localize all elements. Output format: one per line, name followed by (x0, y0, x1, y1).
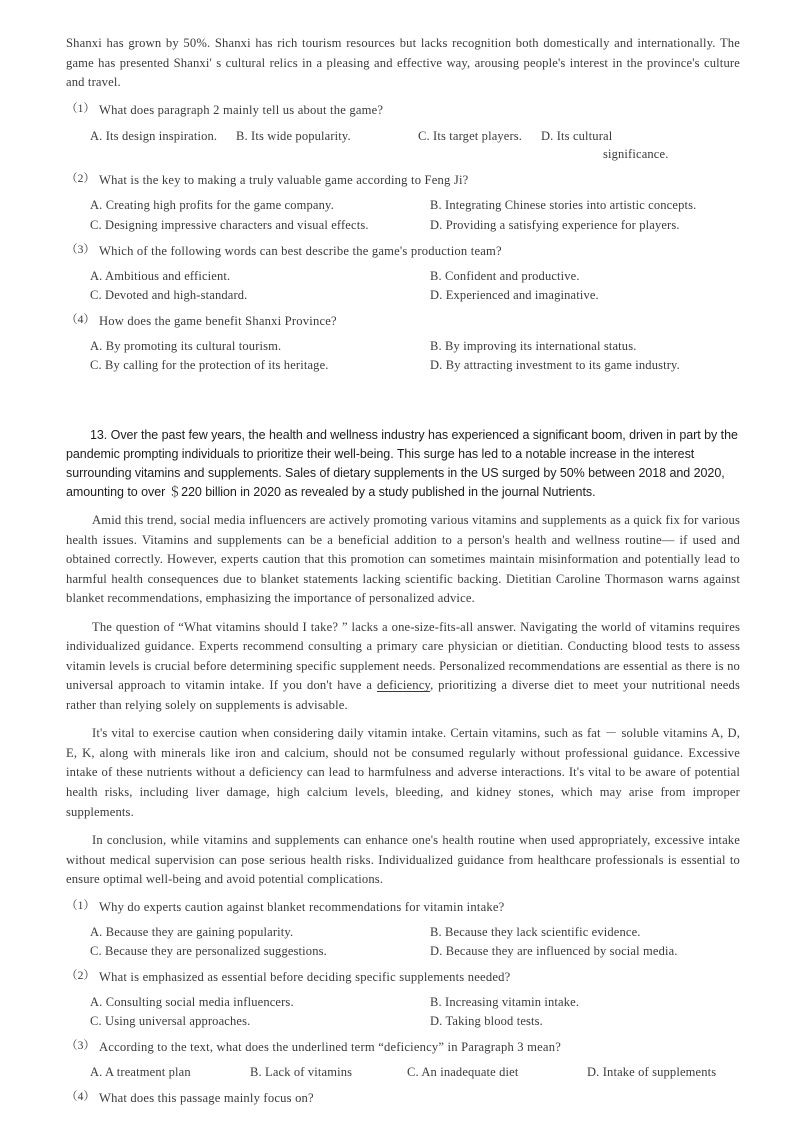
question-text: What is the key to making a truly valuable game according to Feng Ji? (99, 172, 469, 187)
question-line (66, 899, 740, 916)
paragraph-text-before: The question of “What vitamins should I take? ” lacks a one-size-fits-all answer. Navigating the world of vitamins requires individualized guidance. Experts recommend consulting a primary care physician or dietitian. Conducting blood tests to assess vitamin levels is crucial before determining specific supplement needs. Personalized recommendations are essential as there is no universal approach to vitamin intake. If you don't have a (66, 619, 740, 693)
article-paragraph-3-wrap (66, 724, 740, 822)
options-grid (66, 196, 740, 234)
option-d[interactable] (541, 127, 669, 163)
question-block-1-4 (66, 313, 740, 374)
options-row (66, 127, 740, 163)
question-text: What does this passage mainly focus on? (99, 1091, 314, 1106)
option-c[interactable]: C. Designing impressive characters and visual effects. (90, 217, 369, 232)
question-text: According to the text, what does the underlined term “deficiency” in Paragraph 3 mean? (99, 1040, 562, 1055)
question-number: （3） (66, 242, 95, 256)
question-text: Why do experts caution against blanket recommendations for vitamin intake? (99, 899, 505, 914)
question-number: （3） (66, 1039, 95, 1053)
question-number: （4） (66, 1090, 95, 1104)
option-a[interactable]: A. Consulting social media influencers. (90, 994, 294, 1009)
question-line (66, 172, 740, 189)
option-b[interactable]: B. By improving its international status. (430, 339, 637, 354)
option-b[interactable]: B. Lack of vitamins (250, 1065, 353, 1080)
option-d[interactable]: D. Providing a satisfying experience for players. (430, 217, 680, 232)
option-a[interactable]: A. A treatment plan (90, 1065, 191, 1080)
underlined-term-deficiency: deficiency (376, 678, 431, 693)
option-a[interactable]: A. Ambitious and efficient. (90, 268, 231, 283)
article-paragraph-4-wrap (66, 831, 740, 890)
option-d-line2: significance. (603, 146, 669, 161)
option-b[interactable]: B. Confident and productive. (430, 268, 580, 283)
article-paragraph-2-wrap (66, 618, 740, 716)
option-b[interactable]: B. Because they lack scientific evidence. (430, 924, 641, 939)
options-grid (66, 993, 740, 1030)
option-c[interactable]: C. Using universal approaches. (90, 1013, 251, 1028)
options-grid (66, 267, 740, 304)
option-c[interactable]: C. An inadequate diet (407, 1065, 519, 1080)
options-grid (66, 923, 740, 960)
question-block-2-3 (66, 1039, 740, 1081)
question-block-2-4 (66, 1090, 740, 1107)
section-spacer (66, 374, 740, 426)
question-number: （1） (66, 101, 95, 115)
passage-1-text: Shanxi has grown by 50%. Shanxi has rich tourism resources but lacks recognition both domestically and internationally. The game has presented Shanxi' s cultural relics in a pleasing and effective way, arousing people's interest in the province's culture and travel. (66, 36, 740, 90)
article-paragraph-3: It's vital to exercise caution when considering daily vitamin intake. Certain vitamins, such as fat － soluble vitamins A, D, E, K, along with minerals like iron and calcium, should not be consumed regularly without professional guidance. Excessive intake of these nutrients without a deficiency can lead to harmfulness and adverse interactions. It's vital to be aware of potential health risks, including liver damage, high calcium levels, bleeding, and kidney stones, which may arise from improper supplements. (66, 726, 740, 819)
article-paragraph-1: Amid this trend, social media influencers are actively promoting various vitamins and supplements as a quick fix for various health issues. Vitamins and supplements can be a beneficial addition to a person's health and wellness routine— if used and obtained correctly. However, experts caution that this promotion can sometimes maintain misinformation and potentially lead to harmful health consequences due to blanket statements lacking scientific backing. Dietitian Caroline Thormason warns against blanket recommendations, emphasizing the importance of personalized advice. (66, 513, 740, 606)
question-line (66, 243, 740, 260)
question-block-2-1 (66, 899, 740, 960)
option-d[interactable]: D. By attracting investment to its game industry. (430, 358, 680, 373)
option-a[interactable]: A. By promoting its cultural tourism. (90, 339, 282, 354)
option-c[interactable]: C. Devoted and high-standard. (90, 287, 248, 302)
article-paragraph-4: In conclusion, while vitamins and supplements can enhance one's health routine when used appropriately, excessive intake without medical supervision can pose serious health risks. Individualized guidance from healthcare professionals is essential to ensure optimal well-being and avoid potential complications. (66, 833, 740, 887)
question-line (66, 1090, 740, 1107)
question-line (66, 102, 740, 119)
question-number: （1） (66, 898, 95, 912)
option-a[interactable]: A. Creating high profits for the game company. (90, 197, 334, 212)
option-a[interactable]: A. Its design inspiration. (90, 128, 218, 143)
question-number: （2） (66, 968, 95, 982)
question-block-1-2 (66, 172, 740, 234)
article-paragraph-2 (66, 618, 740, 716)
question-text: Which of the following words can best describe the game's production team? (99, 243, 502, 258)
option-d-line1: D. Its cultural (541, 128, 613, 143)
options-row (66, 1063, 740, 1081)
option-d[interactable]: D. Taking blood tests. (430, 1013, 543, 1028)
question-text: What is emphasized as essential before deciding specific supplements needed? (99, 969, 511, 984)
option-c[interactable]: C. By calling for the protection of its heritage. (90, 358, 329, 373)
question-line (66, 313, 740, 330)
question-block-1-3 (66, 243, 740, 304)
article-paragraph-1-wrap (66, 511, 740, 609)
question-text: What does paragraph 2 mainly tell us about the game? (99, 102, 384, 117)
option-d[interactable]: D. Experienced and imaginative. (430, 287, 599, 302)
paragraph-text-after: , prioritizing a diverse diet to meet your nutritional needs rather than relying solely on supplements is advisable. (66, 678, 740, 712)
options-grid (66, 337, 740, 374)
question-number: （2） (66, 171, 95, 185)
question-block-2-2 (66, 969, 740, 1030)
option-c[interactable]: C. Its target players. (418, 128, 523, 143)
option-d[interactable]: D. Intake of supplements (587, 1065, 717, 1080)
item-13-lead-paragraph: 13. Over the past few years, the health and wellness industry has experienced a significant boom, driven in part by the pandemic prompting individuals to prioritize their well-being. This surge has led to a notable increase in the interest surrounding vitamins and supplements. Sales of dietary supplements in the US surged by 50% between 2018 and 2020, amounting to over ＄220 billion in 2020 as revealed by a study published in the journal Nutrients. (66, 428, 738, 500)
question-text: How does the game benefit Shanxi Province? (99, 314, 337, 329)
question-number: （4） (66, 313, 95, 327)
option-b[interactable]: B. Integrating Chinese stories into artistic concepts. (430, 197, 697, 212)
question-line (66, 1039, 740, 1056)
question-block-1-1 (66, 102, 740, 163)
option-d[interactable]: D. Because they are influenced by social media. (430, 943, 678, 958)
option-b[interactable]: B. Increasing vitamin intake. (430, 994, 580, 1009)
option-a[interactable]: A. Because they are gaining popularity. (90, 924, 294, 939)
question-line (66, 969, 740, 986)
option-c[interactable]: C. Because they are personalized suggestions. (90, 943, 327, 958)
option-b[interactable]: B. Its wide popularity. (236, 128, 351, 143)
